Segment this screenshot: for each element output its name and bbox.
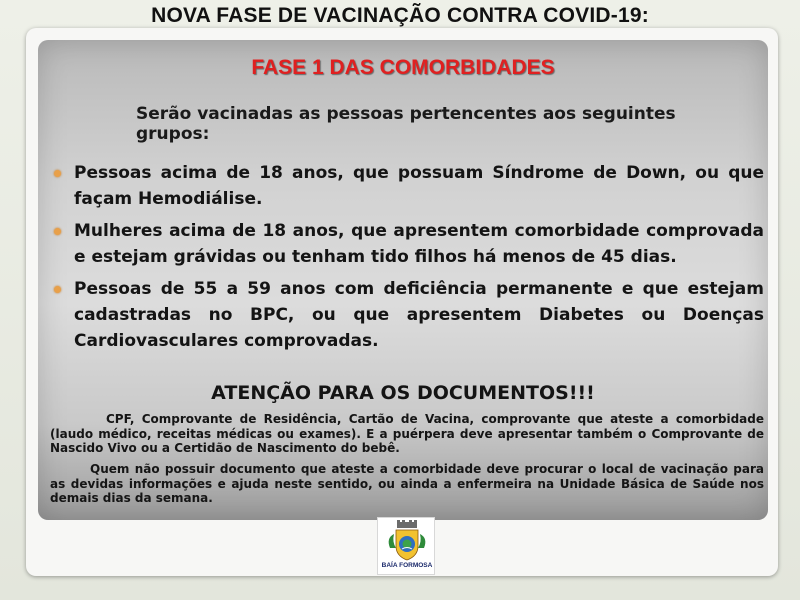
group-text: Pessoas acima de 18 anos, que possuam Síndrome de Down, ou que façam Hemodiálise. xyxy=(74,163,764,209)
bullet-icon xyxy=(54,286,61,293)
documents-paragraph xyxy=(50,412,764,456)
documents-text: CPF, Comprovante de Residência, Cartão de Vacina, comprovante que ateste a comorbidade (laudo médico, receitas médicas ou exames). E a puérpera deve apresentar também o Comprovante de Nascido Vivo ou a Certidão de Nascimento do bebê. xyxy=(50,412,764,455)
page-title: NOVA FASE DE VACINAÇÃO CONTRA COVID-19: xyxy=(151,4,649,27)
no-document-text: Quem não possuir documento que ateste a comorbidade deve procurar o local de vacinação para as devidas informações e ajuda neste sentido, ou ainda a enfermeira na Unidade Básica de Saúde nos demais dias da semana. xyxy=(50,462,764,505)
no-document-paragraph xyxy=(50,462,764,506)
intro-text: Serão vacinadas as pessoas pertencentes aos seguintes grupos: xyxy=(136,104,676,144)
priority-groups-list xyxy=(52,160,764,360)
attention-heading: ATENÇÃO PARA OS DOCUMENTOS!!! xyxy=(211,382,595,404)
bullet-icon xyxy=(54,170,61,177)
list-item xyxy=(52,160,764,212)
content-panel xyxy=(38,40,768,520)
bullet-icon xyxy=(54,228,61,235)
phase-title: FASE 1 DAS COMORBIDADES xyxy=(251,56,555,79)
list-item xyxy=(52,276,764,354)
group-text: Mulheres acima de 18 anos, que apresentem comorbidade comprovada e estejam grávidas ou tenham tido filhos há menos de 45 dias. xyxy=(74,221,764,267)
municipal-logo xyxy=(377,517,435,575)
list-item xyxy=(52,218,764,270)
logo-caption: BAÍA FORMOSA xyxy=(381,562,433,569)
group-text: Pessoas de 55 a 59 anos com deficiência permanente e que estejam cadastradas no BPC, ou que apresentem Diabetes ou Doenças Cardiovasculares comprovadas. xyxy=(74,279,764,351)
